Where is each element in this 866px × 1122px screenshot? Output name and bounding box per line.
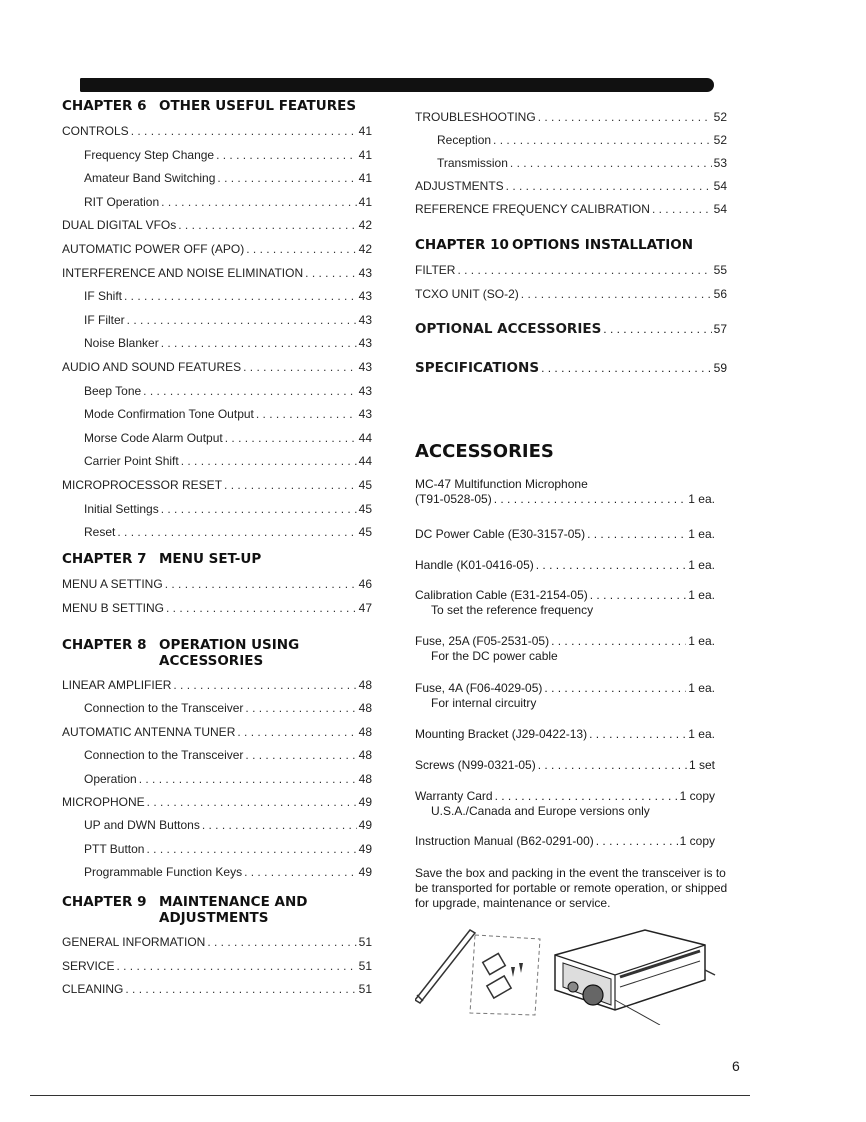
entry-page: 57 — [713, 322, 727, 336]
left-column — [62, 0, 372, 1122]
entry-page: 49 — [358, 865, 372, 880]
toc-entry — [62, 725, 372, 739]
entry-label: Connection to the Transceiver — [84, 701, 244, 716]
toc-subentry — [62, 748, 372, 762]
entry-page: 48 — [358, 724, 372, 739]
toc-entry — [415, 179, 727, 193]
toc-subentry — [62, 336, 372, 350]
leader-dots — [166, 601, 357, 615]
entry-page: 44 — [358, 454, 372, 469]
leader-dots — [544, 681, 686, 696]
right-column — [415, 0, 730, 1122]
entry-label: REFERENCE FREQUENCY CALIBRATION — [415, 202, 650, 216]
leader-dots — [521, 287, 712, 301]
accessories-illustration — [415, 925, 735, 1025]
toc-subentry — [415, 133, 727, 147]
toc-subentry — [415, 156, 727, 170]
toc-entry — [62, 124, 372, 138]
leader-dots — [245, 748, 356, 762]
entry-label: Frequency Step Change — [84, 147, 215, 162]
entry-page: 43 — [358, 407, 372, 422]
accessory-item — [415, 588, 715, 618]
entry-page: 43 — [358, 289, 372, 304]
accessory-quantity: 1 copy — [679, 834, 715, 848]
leader-dots — [139, 772, 357, 786]
toc-subentry — [62, 502, 372, 516]
toc-subentry — [62, 701, 372, 715]
leader-dots — [161, 336, 357, 350]
entry-label: IF Shift — [84, 289, 123, 304]
toc-subentry — [62, 289, 372, 303]
leader-dots — [207, 935, 356, 949]
leader-dots — [131, 124, 357, 138]
toc-entry — [62, 266, 372, 280]
toc-subentry — [62, 148, 372, 162]
toc-subentry — [62, 525, 372, 539]
accessory-quantity: 1 copy — [679, 789, 715, 803]
entry-page: 42 — [358, 242, 372, 256]
entry-page: 41 — [358, 147, 372, 162]
leader-dots — [589, 727, 686, 742]
accessory-item — [415, 727, 715, 742]
leader-dots — [494, 492, 687, 507]
entry-label: Initial Settings — [84, 501, 159, 516]
entry-page: 56 — [713, 287, 727, 301]
accessory-note: U.S.A./Canada and Europe versions only — [431, 804, 650, 818]
leader-dots — [245, 701, 356, 715]
entry-page: 51 — [358, 982, 372, 996]
entry-label: CONTROLS — [62, 124, 129, 138]
leader-dots — [147, 795, 357, 809]
entry-label: DUAL DIGITAL VFOs — [62, 218, 177, 233]
accessory-label: Instruction Manual (B62-0291-00) — [415, 834, 594, 848]
entry-label: MICROPHONE — [62, 795, 145, 809]
accessory-note: For the DC power cable — [431, 649, 558, 663]
toc-subentry — [62, 195, 372, 209]
chapter-number: CHAPTER 9 — [62, 894, 147, 910]
chapter-number: CHAPTER 8 — [62, 637, 147, 653]
accessory-item — [415, 527, 715, 542]
accessory-item — [415, 834, 715, 849]
toc-entry — [62, 478, 372, 492]
accessory-label: Calibration Cable (E31-2154-05) — [415, 588, 588, 602]
accessory-quantity: 1 ea. — [688, 634, 715, 648]
save-box-note: Save the box and packing in the event the transceiver is to be transported for portable or remote operation, or shipped for upgrade, maintenance or service. — [415, 866, 728, 910]
toc-entry — [62, 577, 372, 591]
entry-label: RIT Operation — [84, 194, 160, 209]
accessory-item — [415, 558, 715, 573]
entry-label: MICROPROCESSOR RESET — [62, 478, 223, 492]
page-number: 6 — [732, 1058, 740, 1074]
chapter-9-heading — [62, 894, 372, 926]
chapter-number: CHAPTER 6 — [62, 98, 147, 114]
entry-label: Connection to the Transceiver — [84, 748, 244, 763]
entry-label: Morse Code Alarm Output — [84, 430, 223, 445]
accessory-item — [415, 634, 715, 664]
toc-entry — [415, 287, 727, 301]
entry-label: FILTER — [415, 263, 456, 277]
leader-dots — [117, 525, 356, 539]
leader-dots — [493, 133, 712, 147]
toc-subentry — [62, 171, 372, 185]
entry-page: 52 — [713, 133, 727, 147]
accessory-note: For internal circuitry — [431, 696, 537, 710]
toc-subentry — [62, 454, 372, 468]
entry-label: CLEANING — [62, 982, 124, 996]
leader-dots — [161, 195, 356, 209]
specifications-entry — [415, 360, 727, 376]
accessory-note: To set the reference frequency — [431, 603, 594, 617]
entry-label: Reset — [84, 525, 116, 540]
leader-dots — [244, 865, 357, 879]
entry-label: Transmission — [437, 156, 508, 170]
toc-entry — [62, 959, 372, 973]
leader-dots — [587, 527, 686, 542]
leader-dots — [217, 171, 356, 185]
entry-label: AUDIO AND SOUND FEATURES — [62, 360, 242, 374]
entry-label: PTT Button — [84, 841, 145, 856]
accessory-quantity: 1 ea. — [688, 727, 715, 741]
toc-entry — [62, 678, 372, 692]
leader-dots — [173, 678, 356, 692]
toc-entry — [62, 360, 372, 374]
entry-page: 41 — [358, 124, 372, 138]
accessory-label: Fuse, 4A (F06-4029-05) — [415, 681, 543, 695]
entry-page: 45 — [358, 525, 372, 540]
entry-label: Reception — [437, 133, 492, 147]
accessory-item — [415, 789, 715, 819]
entry-page: 59 — [713, 361, 727, 375]
chapter-title-continued: ADJUSTMENTS — [159, 910, 269, 926]
toc-subentry — [62, 431, 372, 445]
transceiver-illustration — [555, 930, 715, 1025]
entry-page: 48 — [358, 771, 372, 786]
entry-page: 54 — [713, 202, 727, 216]
entry-label: GENERAL INFORMATION — [62, 935, 206, 949]
toc-entry — [415, 110, 727, 124]
leader-dots — [551, 634, 686, 649]
accessory-label: Handle (K01-0416-05) — [415, 558, 534, 572]
leader-dots — [181, 454, 357, 468]
entry-label: Amateur Band Switching — [84, 171, 216, 186]
leader-dots — [124, 289, 357, 303]
accessory-quantity: 1 ea. — [688, 527, 715, 541]
leader-dots — [652, 202, 712, 216]
entry-label: Carrier Point Shift — [84, 454, 179, 469]
entry-page: 41 — [358, 194, 372, 209]
accessory-quantity: 1 ea. — [688, 558, 715, 572]
chapter-10-heading — [415, 237, 730, 253]
screw-icon — [519, 963, 523, 973]
entry-label: TROUBLESHOOTING — [415, 110, 536, 124]
entry-page: 46 — [358, 577, 372, 591]
entry-label: AUTOMATIC POWER OFF (APO) — [62, 242, 245, 256]
accessory-item — [415, 477, 715, 507]
leader-dots — [506, 179, 712, 193]
entry-label: INTERFERENCE AND NOISE ELIMINATION — [62, 265, 304, 280]
toc-subentry — [62, 407, 372, 421]
entry-label: ADJUSTMENTS — [415, 179, 504, 193]
leader-dots — [127, 313, 357, 327]
accessory-name: MC-47 Multifunction Microphone — [415, 477, 588, 491]
toc-entry — [415, 202, 727, 216]
entry-label: MENU A SETTING — [62, 577, 163, 591]
bracket-illustration — [487, 976, 511, 998]
chapter-title-continued: ACCESSORIES — [159, 653, 264, 669]
leader-dots — [146, 842, 356, 856]
entry-label: Beep Tone — [84, 383, 142, 398]
entry-label: IF Filter — [84, 312, 125, 327]
entry-label: SPECIFICATIONS — [415, 360, 540, 376]
entry-page: 43 — [358, 383, 372, 398]
entry-page: 55 — [713, 263, 727, 277]
entry-page: 47 — [358, 601, 372, 615]
accessory-quantity: 1 ea. — [688, 681, 715, 695]
leader-dots — [161, 502, 357, 516]
entry-page: 42 — [358, 218, 372, 233]
entry-page: 43 — [358, 312, 372, 327]
packing-outline — [470, 935, 540, 1015]
leader-dots — [116, 959, 356, 973]
leader-dots — [237, 725, 356, 739]
toc-subentry — [62, 842, 372, 856]
accessory-label: Screws (N99-0321-05) — [415, 758, 536, 772]
toc-entry — [62, 982, 372, 996]
entry-page: 51 — [358, 935, 372, 949]
accessory-quantity: 1 ea. — [688, 492, 715, 506]
chapter-title: MAINTENANCE AND — [159, 894, 308, 910]
accessory-label: DC Power Cable (E30-3157-05) — [415, 527, 586, 541]
entry-page: 48 — [358, 701, 372, 716]
accessory-item — [415, 681, 715, 711]
entry-label: MENU B SETTING — [62, 601, 165, 615]
entry-label: Programmable Function Keys — [84, 865, 243, 880]
accessories-heading: ACCESSORIES — [415, 441, 554, 462]
toc-entry — [415, 263, 727, 277]
leader-dots — [243, 360, 357, 374]
entry-label: AUTOMATIC ANTENNA TUNER — [62, 724, 236, 739]
chapter-8-heading — [62, 637, 372, 669]
chapter-7-heading — [62, 551, 372, 567]
leader-dots — [246, 242, 356, 256]
accessory-label: Warranty Card — [415, 789, 493, 803]
entry-page: 41 — [358, 171, 372, 186]
entry-page: 49 — [358, 841, 372, 856]
entry-page: 43 — [358, 336, 372, 351]
toc-subentry — [62, 313, 372, 327]
entry-page: 45 — [358, 501, 372, 516]
entry-label: LINEAR AMPLIFIER — [62, 678, 172, 692]
leader-dots — [225, 431, 357, 445]
leader-dots — [125, 982, 356, 996]
toc-subentry — [62, 865, 372, 879]
leader-dots — [256, 407, 357, 421]
leader-dots — [165, 577, 357, 591]
chapter-number: CHAPTER 7 — [62, 551, 147, 567]
entry-label: Operation — [84, 771, 137, 786]
toc-entry — [62, 242, 372, 256]
entry-page: 53 — [713, 156, 727, 170]
entry-page: 43 — [358, 360, 372, 374]
entry-page: 48 — [358, 748, 372, 763]
chapter-title: OPTIONS INSTALLATION — [512, 237, 694, 253]
leader-dots — [510, 156, 712, 170]
entry-label: OPTIONAL ACCESSORIES — [415, 321, 602, 337]
leader-dots — [143, 384, 356, 398]
chapter-title: OPERATION USING — [159, 637, 300, 653]
entry-page: 52 — [713, 110, 727, 124]
chapter-title: OTHER USEFUL FEATURES — [159, 98, 357, 114]
accessory-item — [415, 758, 715, 773]
handle-illustration — [415, 930, 475, 1003]
toc-subentry — [62, 772, 372, 786]
toc-subentry — [62, 818, 372, 832]
leader-dots — [536, 558, 687, 573]
leader-dots — [538, 110, 712, 124]
toc-entry — [62, 935, 372, 949]
accessory-quantity: 1 ea. — [688, 588, 715, 602]
entry-label: UP and DWN Buttons — [84, 818, 200, 833]
entry-page: 44 — [358, 430, 372, 445]
entry-page: 54 — [713, 179, 727, 193]
accessory-quantity: 1 set — [688, 758, 715, 772]
fuse-illustration — [483, 953, 506, 974]
chapter-title: MENU SET-UP — [159, 551, 262, 567]
leader-dots — [457, 263, 711, 277]
chapter-number: CHAPTER 10 — [415, 237, 509, 253]
leader-dots — [224, 478, 357, 492]
entry-label: Mode Confirmation Tone Output — [84, 407, 254, 422]
entry-page: 45 — [358, 478, 372, 492]
toc-entry — [62, 795, 372, 809]
leader-dots — [305, 266, 356, 280]
entry-page: 49 — [358, 818, 372, 833]
leader-dots — [178, 218, 356, 232]
toc-subentry — [62, 384, 372, 398]
accessory-label: Fuse, 25A (F05-2531-05) — [415, 634, 550, 648]
entry-label: TCXO UNIT (SO-2) — [415, 287, 519, 301]
footer-rule — [30, 1095, 750, 1096]
entry-label: SERVICE — [62, 958, 115, 973]
entry-page: 49 — [358, 795, 372, 809]
toc-entry — [62, 601, 372, 615]
entry-page: 51 — [358, 958, 372, 973]
accessory-label: (T91-0528-05) — [415, 492, 492, 506]
accessory-label: Mounting Bracket (J29-0422-13) — [415, 727, 588, 741]
entry-label: Noise Blanker — [84, 336, 159, 351]
leader-dots — [495, 789, 678, 804]
leader-dots — [216, 148, 357, 162]
leader-dots — [596, 834, 678, 849]
screw-icon — [511, 967, 515, 977]
entry-page: 43 — [358, 265, 372, 280]
leader-dots — [202, 818, 357, 832]
chapter-6-heading — [62, 98, 372, 114]
entry-page: 48 — [358, 678, 372, 692]
optional-accessories-entry — [415, 321, 727, 337]
leader-dots — [590, 588, 687, 603]
toc-entry — [62, 218, 372, 232]
leader-dots — [538, 758, 687, 773]
